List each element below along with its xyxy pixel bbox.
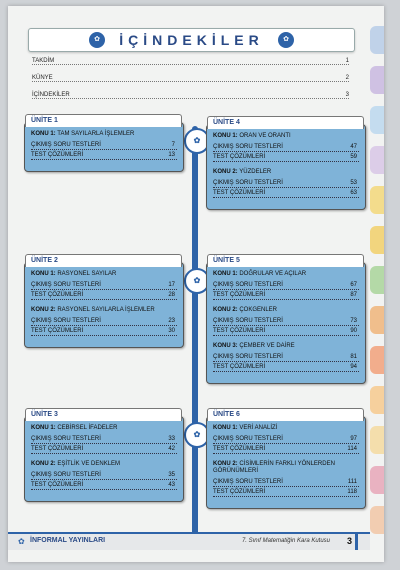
entry-label: TEST ÇÖZÜMLERİ bbox=[31, 292, 84, 298]
page-title: İÇİNDEKİLER bbox=[119, 32, 264, 48]
dot-leader bbox=[31, 453, 177, 454]
entry-row bbox=[31, 141, 177, 151]
entry-label: ÇIKMIŞ SORU TESTLERİ bbox=[213, 479, 283, 485]
topic-title bbox=[31, 131, 177, 138]
entry-row bbox=[31, 481, 177, 491]
dot-leader bbox=[213, 197, 359, 198]
entry-page: 23 bbox=[168, 318, 175, 324]
edge-tab bbox=[370, 226, 384, 254]
unit-box bbox=[24, 411, 184, 502]
entry-row bbox=[31, 445, 177, 455]
toc-row bbox=[28, 73, 353, 85]
toc-row bbox=[28, 56, 353, 68]
topic-title bbox=[213, 271, 359, 278]
dot-leader bbox=[31, 479, 177, 480]
topic bbox=[31, 307, 177, 337]
entry-row bbox=[31, 435, 177, 445]
topic-number: KONU 2: bbox=[213, 307, 238, 313]
entry-page: 90 bbox=[350, 328, 357, 334]
dot-leader bbox=[32, 81, 349, 82]
entry-row bbox=[31, 291, 177, 301]
topic-number: KONU 1: bbox=[31, 425, 56, 431]
entry-label: TEST ÇÖZÜMLERİ bbox=[213, 446, 266, 452]
entry-label: TEST ÇÖZÜMLERİ bbox=[213, 328, 266, 334]
edge-tab bbox=[370, 346, 384, 374]
entry-row bbox=[31, 327, 177, 337]
unit-body bbox=[207, 263, 365, 383]
topic-number: KONU 1: bbox=[213, 133, 238, 139]
entry-page: 114 bbox=[347, 446, 357, 452]
entry-page: 97 bbox=[350, 436, 357, 442]
topic bbox=[31, 271, 177, 301]
entry-row bbox=[213, 363, 359, 373]
unit-title: ÜNİTE 4 bbox=[207, 116, 364, 129]
topic bbox=[213, 425, 359, 455]
front-matter-list bbox=[28, 56, 353, 107]
edge-tab bbox=[370, 146, 384, 174]
dot-leader bbox=[31, 149, 177, 150]
entry-label: ÇIKMIŞ SORU TESTLERİ bbox=[213, 436, 283, 442]
topic-title bbox=[213, 425, 359, 432]
topic-title bbox=[213, 169, 359, 176]
unit-title: ÜNİTE 5 bbox=[207, 254, 364, 267]
unit-box bbox=[206, 411, 366, 509]
page-number-bar bbox=[355, 534, 358, 550]
entry-label: TEST ÇÖZÜMLERİ bbox=[213, 364, 266, 370]
dot-leader bbox=[213, 371, 359, 372]
topic-title bbox=[31, 271, 177, 278]
toc-page: 2 bbox=[345, 75, 349, 81]
topic-title bbox=[31, 307, 177, 314]
dot-leader bbox=[213, 443, 359, 444]
topic bbox=[31, 131, 177, 161]
entry-row bbox=[213, 143, 359, 153]
topic-name: DOĞRULAR VE AÇILAR bbox=[239, 271, 307, 277]
dot-leader bbox=[213, 486, 359, 487]
dot-leader bbox=[213, 361, 359, 362]
dot-leader bbox=[32, 64, 349, 65]
topic bbox=[31, 461, 177, 491]
entry-page: 7 bbox=[171, 142, 175, 148]
edge-tab bbox=[370, 306, 384, 334]
dot-leader bbox=[31, 159, 177, 160]
entry-label: TEST ÇÖZÜMLERİ bbox=[213, 190, 266, 196]
topic-name: ORAN VE ORANTI bbox=[239, 133, 291, 139]
edge-tab bbox=[370, 186, 384, 214]
toc-label: TAKDİM bbox=[32, 58, 55, 64]
unit-body bbox=[207, 125, 365, 209]
edge-tab bbox=[370, 386, 384, 414]
unit-body bbox=[25, 263, 183, 347]
dot-leader bbox=[213, 496, 359, 497]
entry-label: TEST ÇÖZÜMLERİ bbox=[213, 489, 266, 495]
publisher-logo-icon: ✿ bbox=[89, 32, 105, 48]
entry-page: 43 bbox=[168, 482, 175, 488]
unit-box bbox=[206, 119, 366, 210]
dot-leader bbox=[213, 335, 359, 336]
entry-row bbox=[213, 445, 359, 455]
entry-label: ÇIKMIŞ SORU TESTLERİ bbox=[213, 180, 283, 186]
dot-leader bbox=[31, 443, 177, 444]
topic-name: YÜZDELER bbox=[239, 169, 272, 175]
dot-leader bbox=[213, 289, 359, 290]
edge-tab bbox=[370, 426, 384, 454]
toc-label: KÜNYE bbox=[32, 75, 53, 81]
timeline-node-icon: ✿ bbox=[184, 268, 210, 294]
topic-number: KONU 1: bbox=[213, 425, 238, 431]
entry-page: 53 bbox=[350, 180, 357, 186]
entry-label: TEST ÇÖZÜMLERİ bbox=[31, 446, 84, 452]
publisher-logo-icon: ✿ bbox=[278, 32, 294, 48]
entry-label: TEST ÇÖZÜMLERİ bbox=[31, 328, 84, 334]
unit-title: ÜNİTE 6 bbox=[207, 408, 364, 421]
topic-number: KONU 2: bbox=[31, 461, 56, 467]
dot-leader bbox=[31, 335, 177, 336]
unit-box bbox=[206, 257, 366, 384]
entry-label: ÇIKMIŞ SORU TESTLERİ bbox=[213, 144, 283, 150]
entry-page: 35 bbox=[168, 472, 175, 478]
topic-name: CİSİMLERİN FARKLI YÖNLERDEN GÖRÜNÜMLERİ bbox=[213, 461, 335, 474]
toc-page: 3 bbox=[345, 92, 349, 98]
unit-body bbox=[25, 123, 183, 171]
toc-label: İÇİNDEKİLER bbox=[32, 92, 70, 98]
entry-label: ÇIKMIŞ SORU TESTLERİ bbox=[31, 436, 101, 442]
timeline-node-icon: ✿ bbox=[184, 422, 210, 448]
topic bbox=[213, 343, 359, 373]
dot-leader bbox=[31, 289, 177, 290]
topic-number: KONU 1: bbox=[213, 271, 238, 277]
entry-page: 94 bbox=[350, 364, 357, 370]
entry-page: 63 bbox=[350, 190, 357, 196]
topic-name: CEBİRSEL İFADELER bbox=[57, 425, 118, 431]
dot-leader bbox=[31, 299, 177, 300]
topic-title bbox=[213, 133, 359, 140]
entry-page: 111 bbox=[347, 479, 357, 485]
timeline-node-icon: ✿ bbox=[184, 128, 210, 154]
timeline-spine bbox=[192, 126, 198, 536]
dot-leader bbox=[213, 161, 359, 162]
entry-row bbox=[213, 189, 359, 199]
topic-title bbox=[213, 307, 359, 314]
entry-page: 33 bbox=[168, 436, 175, 442]
topic-name: RASYONEL SAYILARLA İŞLEMLER bbox=[57, 307, 155, 313]
topic-name: TAM SAYILARLA İŞLEMLER bbox=[57, 131, 135, 137]
entry-row bbox=[213, 353, 359, 363]
entry-label: ÇIKMIŞ SORU TESTLERİ bbox=[31, 472, 101, 478]
topic-number: KONU 1: bbox=[31, 131, 56, 137]
topic-title bbox=[31, 461, 177, 468]
unit-box bbox=[24, 257, 184, 348]
entry-page: 73 bbox=[350, 318, 357, 324]
publisher-name: İNFORMAL YAYINLARI bbox=[30, 537, 106, 544]
edge-tab bbox=[370, 466, 384, 494]
entry-label: TEST ÇÖZÜMLERİ bbox=[31, 152, 84, 158]
entry-page: 42 bbox=[168, 446, 175, 452]
entry-page: 81 bbox=[350, 354, 357, 360]
dot-leader bbox=[32, 98, 349, 99]
topic-number: KONU 3: bbox=[213, 343, 238, 349]
topic-title bbox=[31, 425, 177, 432]
topic bbox=[213, 461, 359, 498]
entry-row bbox=[213, 488, 359, 498]
entry-row bbox=[31, 471, 177, 481]
page bbox=[8, 6, 384, 562]
unit-title: ÜNİTE 2 bbox=[25, 254, 182, 267]
entry-label: TEST ÇÖZÜMLERİ bbox=[213, 292, 266, 298]
topic-title bbox=[213, 343, 359, 350]
edge-tab bbox=[370, 66, 384, 94]
toc-row bbox=[28, 90, 353, 102]
entry-row bbox=[213, 478, 359, 488]
entry-label: ÇIKMIŞ SORU TESTLERİ bbox=[31, 142, 101, 148]
entry-row bbox=[213, 291, 359, 301]
entry-label: ÇIKMIŞ SORU TESTLERİ bbox=[31, 318, 101, 324]
entry-row bbox=[213, 327, 359, 337]
topic-name: ÇOKGENLER bbox=[239, 307, 278, 313]
edge-tab bbox=[370, 506, 384, 534]
entry-label: TEST ÇÖZÜMLERİ bbox=[31, 482, 84, 488]
topic bbox=[213, 169, 359, 199]
entry-row bbox=[213, 317, 359, 327]
dot-leader bbox=[213, 325, 359, 326]
entry-label: TEST ÇÖZÜMLERİ bbox=[213, 154, 266, 160]
topic-title bbox=[213, 461, 359, 475]
entry-row bbox=[31, 151, 177, 161]
edge-tab bbox=[370, 26, 384, 54]
entry-row bbox=[31, 317, 177, 327]
entry-row bbox=[31, 281, 177, 291]
unit-title: ÜNİTE 3 bbox=[25, 408, 182, 421]
entry-row bbox=[213, 435, 359, 445]
topic-name: VERİ ANALİZİ bbox=[239, 425, 278, 431]
book-title: 7. Sınıf Matematiğin Kara Kutusu bbox=[241, 538, 330, 544]
entry-page: 13 bbox=[168, 152, 175, 158]
dot-leader bbox=[213, 299, 359, 300]
toc-page: 1 bbox=[345, 58, 349, 64]
topic-number: KONU 2: bbox=[213, 169, 238, 175]
dot-leader bbox=[31, 489, 177, 490]
topic-number: KONU 2: bbox=[31, 307, 56, 313]
topic-number: KONU 2: bbox=[213, 461, 238, 467]
entry-page: 30 bbox=[168, 328, 175, 334]
entry-row bbox=[213, 153, 359, 163]
entry-label: ÇIKMIŞ SORU TESTLERİ bbox=[213, 318, 283, 324]
unit-body bbox=[207, 417, 365, 508]
entry-page: 59 bbox=[350, 154, 357, 160]
topic-name: RASYONEL SAYILAR bbox=[57, 271, 117, 277]
topic bbox=[213, 133, 359, 163]
page-footer bbox=[8, 532, 370, 550]
entry-page: 17 bbox=[168, 282, 175, 288]
entry-label: ÇIKMIŞ SORU TESTLERİ bbox=[213, 354, 283, 360]
dot-leader bbox=[31, 325, 177, 326]
unit-title: ÜNİTE 1 bbox=[25, 114, 182, 127]
unit-body bbox=[25, 417, 183, 501]
contents-header bbox=[28, 28, 355, 52]
dot-leader bbox=[213, 187, 359, 188]
entry-page: 67 bbox=[350, 282, 357, 288]
topic-name: EŞİTLİK VE DENKLEM bbox=[57, 461, 121, 467]
page-edge-tabs bbox=[370, 26, 384, 546]
entry-row bbox=[213, 179, 359, 189]
dot-leader bbox=[213, 151, 359, 152]
entry-page: 28 bbox=[168, 292, 175, 298]
topic bbox=[213, 271, 359, 301]
topic bbox=[213, 307, 359, 337]
entry-label: ÇIKMIŞ SORU TESTLERİ bbox=[213, 282, 283, 288]
page-number: 3 bbox=[346, 536, 352, 546]
edge-tab bbox=[370, 266, 384, 294]
entry-page: 47 bbox=[350, 144, 357, 150]
entry-page: 118 bbox=[347, 489, 357, 495]
entry-row bbox=[213, 281, 359, 291]
topic-name: ÇEMBER VE DAİRE bbox=[239, 343, 295, 349]
topic-number: KONU 1: bbox=[31, 271, 56, 277]
dot-leader bbox=[213, 453, 359, 454]
unit-box bbox=[24, 117, 184, 172]
publisher-icon: ✿ bbox=[18, 537, 25, 546]
entry-page: 87 bbox=[350, 292, 357, 298]
topic bbox=[31, 425, 177, 455]
edge-tab bbox=[370, 106, 384, 134]
entry-label: ÇIKMIŞ SORU TESTLERİ bbox=[31, 282, 101, 288]
